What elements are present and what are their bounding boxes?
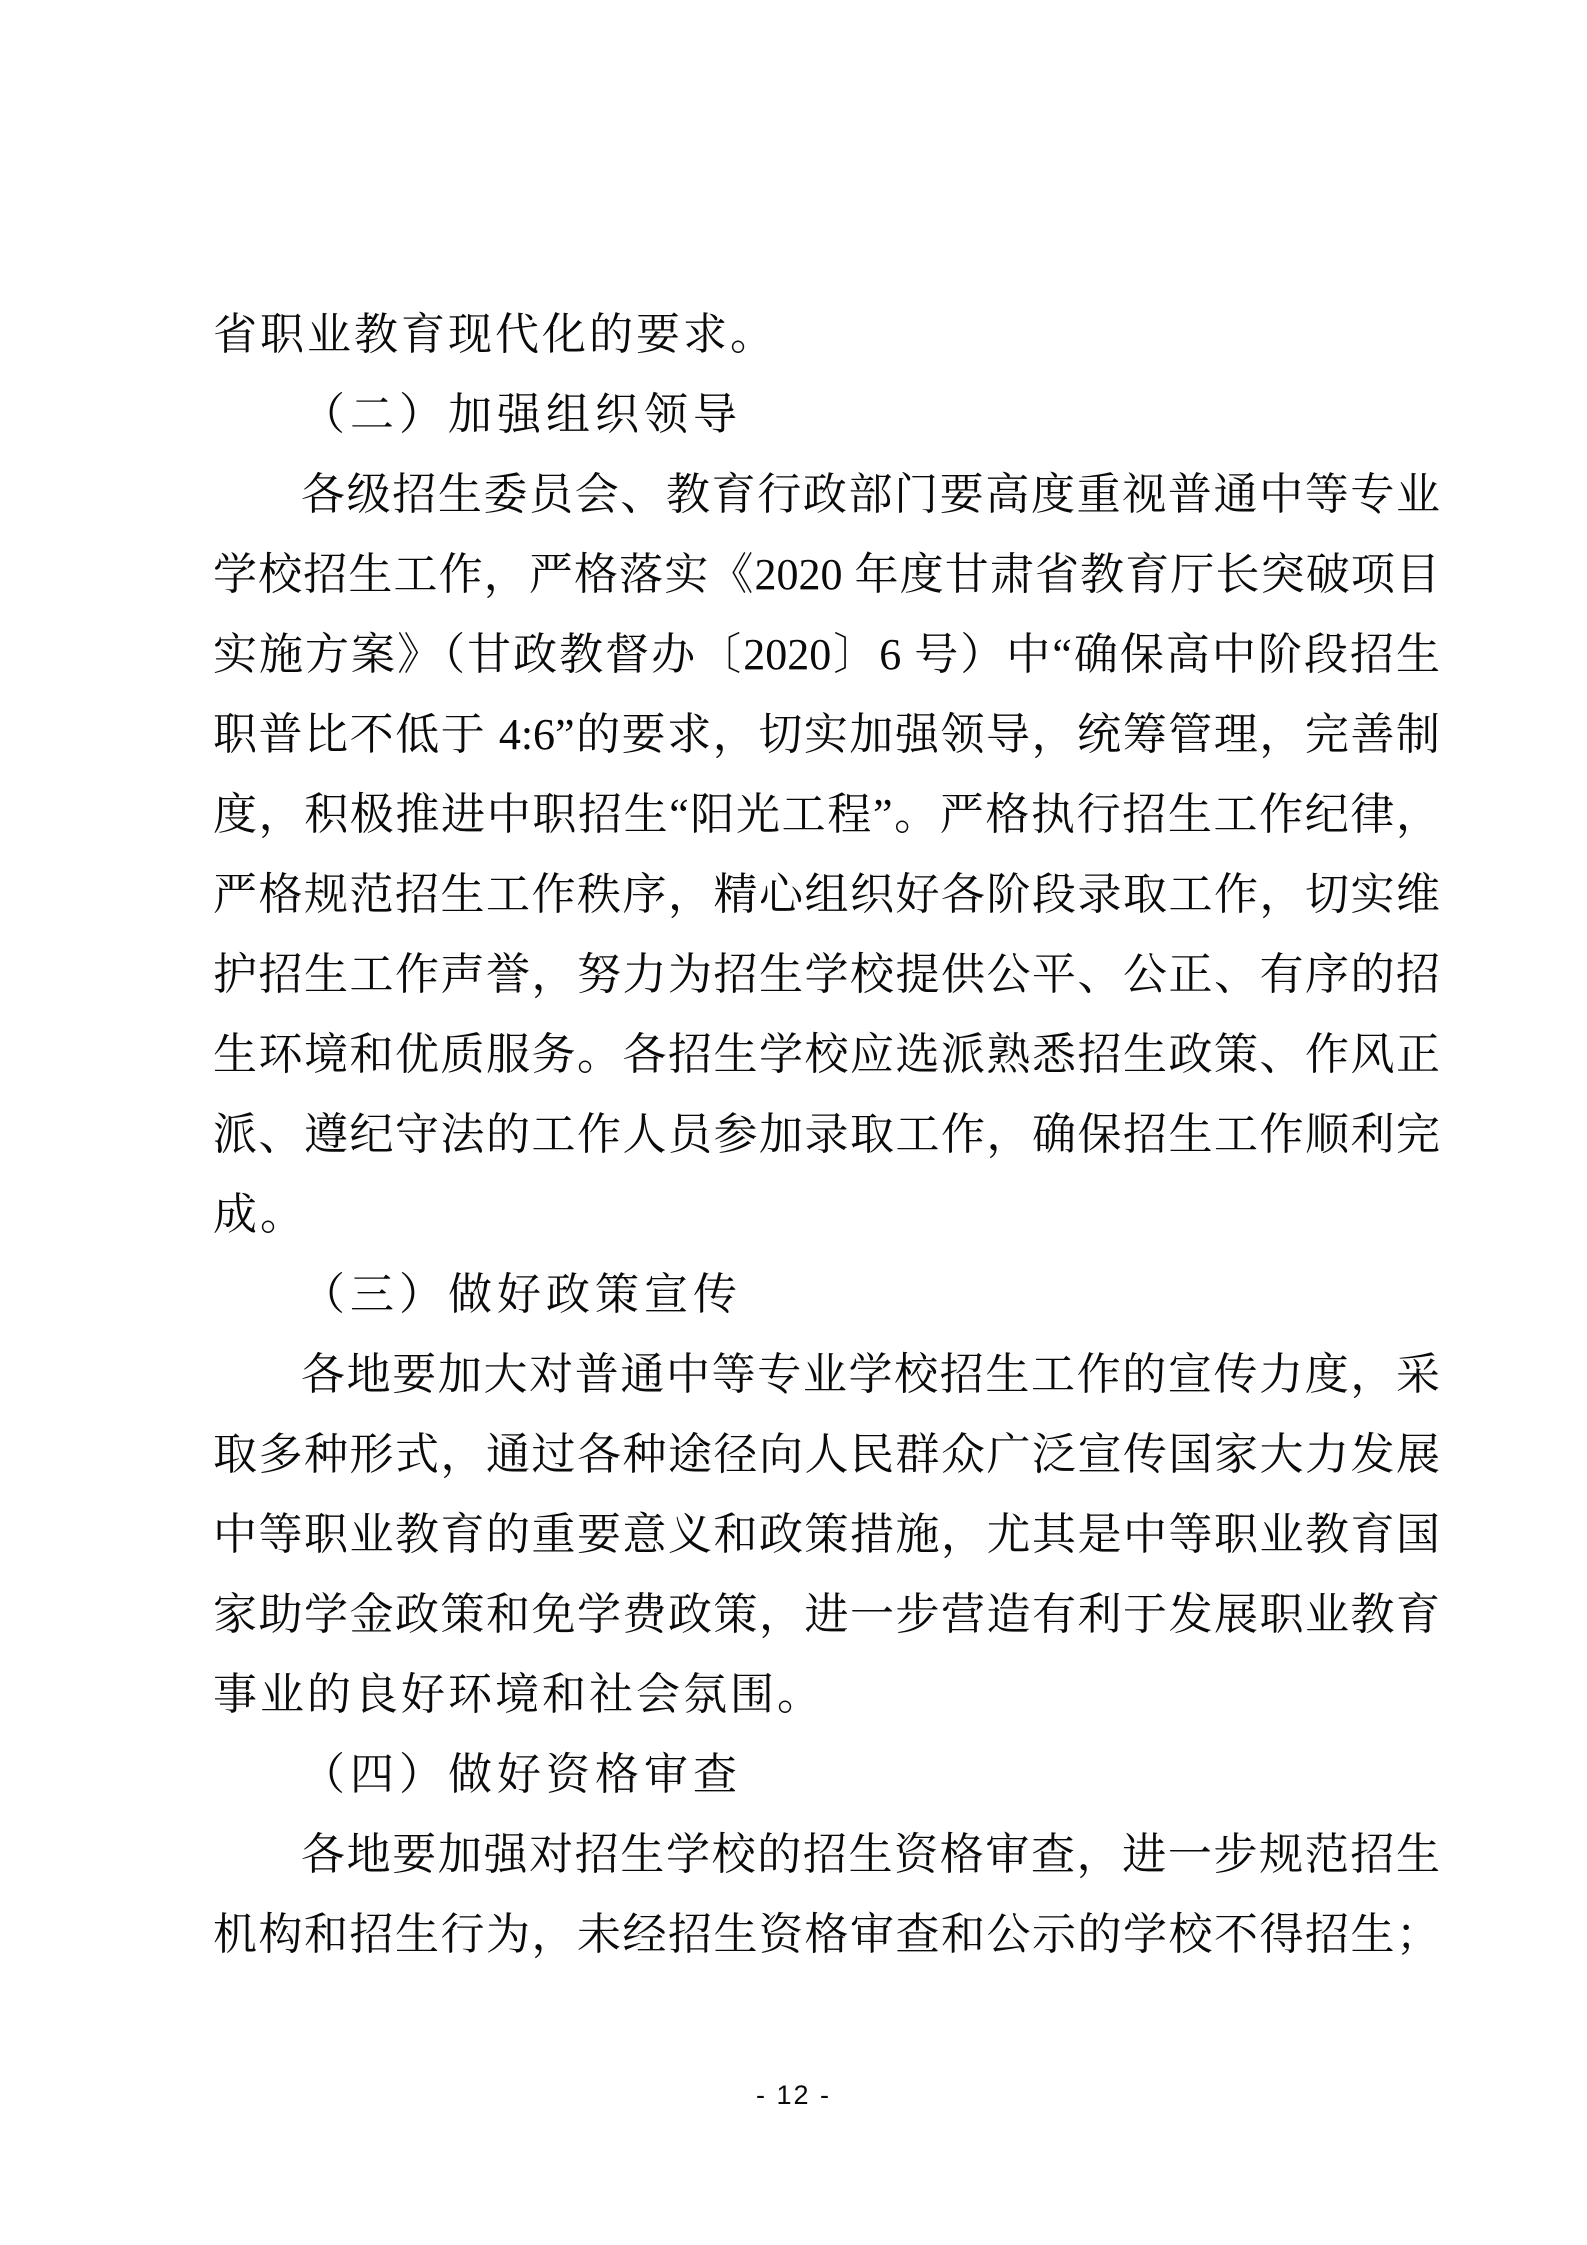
page-number: - 12 - — [755, 2080, 832, 2110]
text-line: 护招生工作声誉，努力为招生学校提供公平、公正、有序的招 — [213, 950, 1440, 999]
document-body — [213, 295, 1440, 1975]
text-line: 中等职业教育的重要意义和政策措施，尤其是中等职业教育国 — [213, 1510, 1440, 1559]
section-heading: （二）加强组织领导 — [301, 390, 742, 439]
text-line: 省职业教育现代化的要求。 — [213, 310, 777, 359]
text-line: 各级招生委员会、教育行政部门要高度重视普通中等专业 — [301, 470, 1440, 519]
text-line: 派、遵纪守法的工作人员参加录取工作，确保招生工作顺利完 — [213, 1110, 1440, 1159]
text-line: 成。 — [213, 1190, 307, 1239]
section-heading: （四）做好资格审查 — [301, 1750, 742, 1799]
text-line: 各地要加强对招生学校的招生资格审查，进一步规范招生 — [301, 1830, 1440, 1879]
text-line: 生环境和优质服务。各招生学校应选派熟悉招生政策、作风正 — [213, 1030, 1440, 1079]
text-line: 家助学金政策和免学费政策，进一步营造有利于发展职业教育 — [213, 1590, 1440, 1639]
text-line: 度，积极推进中职招生“阳光工程”。严格执行招生工作纪律， — [213, 790, 1440, 839]
text-line: 职普比不低于 4:6”的要求，切实加强领导，统筹管理，完善制 — [213, 710, 1440, 759]
text-line: 事业的良好环境和社会氛围。 — [213, 1670, 824, 1719]
text-line: 机构和招生行为，未经招生资格审查和公示的学校不得招生； — [213, 1910, 1440, 1959]
section-heading: （三）做好政策宣传 — [301, 1270, 742, 1319]
text-line: 实施方案》（甘政教督办〔2020〕6 号）中“确保高中阶段招生 — [213, 630, 1440, 679]
text-line: 取多种形式，通过各种途径向人民群众广泛宣传国家大力发展 — [213, 1430, 1440, 1479]
text-line: 学校招生工作，严格落实《2020 年度甘肃省教育厅长突破项目 — [213, 550, 1440, 599]
text-line: 各地要加大对普通中等专业学校招生工作的宣传力度，采 — [301, 1350, 1440, 1399]
text-line: 严格规范招生工作秩序，精心组织好各阶段录取工作，切实维 — [213, 870, 1440, 919]
